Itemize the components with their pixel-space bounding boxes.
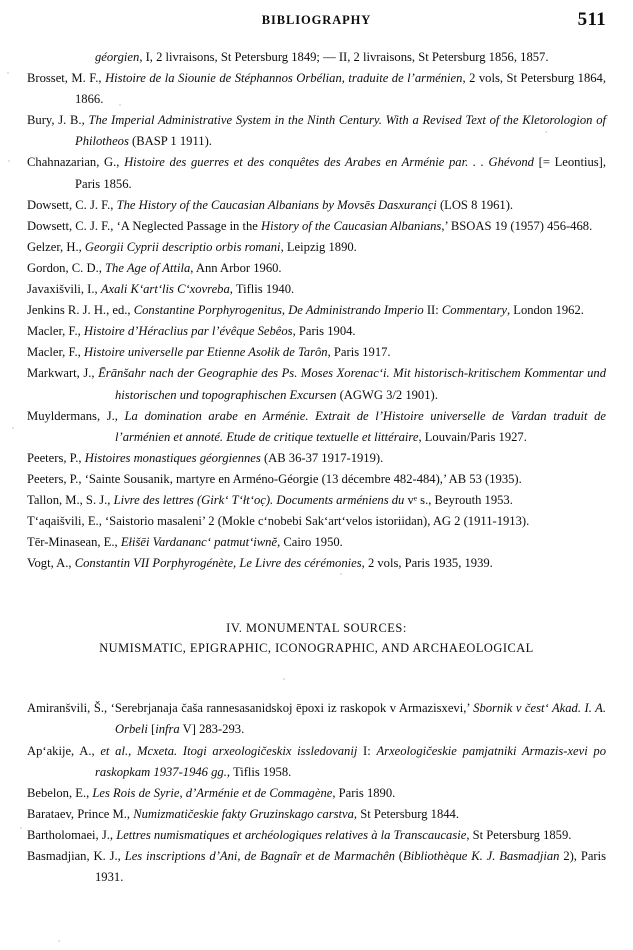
bibliography-entry bbox=[27, 490, 606, 511]
entry-text: Jenkins R. J. H., ed., bbox=[27, 303, 134, 318]
bibliography-entry bbox=[27, 804, 606, 825]
bibliography-entry bbox=[27, 448, 606, 469]
entry-text: , Paris 1917. bbox=[327, 345, 391, 360]
bibliography-entry bbox=[27, 195, 606, 216]
entry-text: Peeters, P., ‘Sainte Sousanik, martyre en Arméno-Géorgie (13 décembre 482-484),’ AB 53 (1935). bbox=[27, 471, 522, 486]
entry-text: Markwart, J., bbox=[27, 366, 99, 381]
bibliography-entry bbox=[27, 258, 606, 279]
bibliography-entry bbox=[27, 553, 606, 574]
entry-text: (AGWG 3/2 1901). bbox=[336, 387, 438, 402]
entry-title-italic: Commentary bbox=[441, 303, 507, 318]
scan-speck bbox=[8, 160, 10, 162]
entry-text: (BASP 1 1911). bbox=[128, 134, 212, 149]
scan-speck bbox=[20, 827, 22, 829]
entry-text: Vogt, A., bbox=[27, 556, 75, 571]
entry-text: , Tiflis 1958. bbox=[226, 764, 292, 779]
entry-text: , St Petersburg 1844. bbox=[353, 806, 459, 821]
entry-title-italic: Constantin VII Porphyrogénète, Le Livre des cérémonies bbox=[74, 556, 362, 571]
entry-title-italic: Numizmatičeskie fakty Gruzinskago carstva bbox=[133, 806, 354, 821]
entry-text: , 2 vols, St Petersburg 1864, 1866. bbox=[75, 71, 606, 107]
bibliography-entry bbox=[27, 237, 606, 258]
entry-text: ( bbox=[394, 849, 403, 863]
scan-speck bbox=[283, 678, 285, 680]
entry-title-italic: La domination arabe en Arménie. Extrait de l’Histoire universelle de Vardan traduit de l’arménien et annoté. Etude de critique textuelle et littéraire bbox=[115, 408, 606, 444]
entry-text: T‘aqaišvili, E., ‘Saistorio masaleni’ 2 (Mokle c‘nobebi Sak‘art‘velos istoriidan), AG 2 (1911-1913). bbox=[27, 514, 530, 529]
entry-text: Gelzer, H., bbox=[27, 239, 85, 254]
entry-title-italic: Les inscriptions d’Ani, de Bagnaîr et de Marmachên bbox=[124, 849, 395, 863]
bibliography-entry bbox=[27, 300, 606, 321]
entry-title-italic: Lettres numismatiques et archéologiques relatives à la Transcaucasie bbox=[116, 827, 467, 842]
entry-text: Javaxišvili, I., bbox=[27, 282, 101, 297]
entry-title-italic: infra bbox=[155, 722, 180, 737]
entry-title-italic: History of the Caucasian Albanians bbox=[261, 218, 442, 233]
entry-title-italic: The Age of Attila bbox=[105, 260, 191, 275]
bibliography-entry bbox=[27, 363, 606, 405]
entry-title-italic: et al. bbox=[100, 743, 129, 758]
text-block bbox=[27, 47, 606, 888]
bibliography-entry bbox=[27, 216, 606, 237]
scan-speck bbox=[119, 104, 121, 106]
entry-text: Macler, F., bbox=[27, 324, 84, 339]
entry-title-italic: Constantine Porphyrogenitus, De Administrando Imperio bbox=[133, 303, 424, 318]
entry-title-italic: Histoire de la Siounie de Stéphannos Orbélian, traduite de l’arménien bbox=[105, 71, 463, 86]
bibliography-entry bbox=[27, 110, 606, 152]
entry-text: vᵉ s., Beyrouth 1953. bbox=[404, 492, 513, 507]
bibliography-entry bbox=[27, 279, 606, 300]
entry-text: , St Petersburg 1859. bbox=[466, 827, 572, 842]
entry-text: Muyldermans, J., bbox=[27, 408, 125, 423]
bibliography-entry bbox=[27, 47, 606, 68]
entry-text: Tēr-Minasean, E., bbox=[27, 535, 121, 550]
entry-title-italic: Ērānšahr nach der Geographie des Ps. Moses Xorenac‘i. Mit historisch-kritischem Kommentar und historischen und topographischen Excursen bbox=[98, 366, 606, 402]
scan-speck bbox=[545, 131, 547, 133]
entry-text: , 2 vols, Paris 1935, 1939. bbox=[361, 556, 493, 571]
running-head bbox=[0, 9, 633, 35]
entry-title-italic: Ełišēi Vardananc‘ patmut‘iwnĕ bbox=[120, 535, 278, 550]
entry-text: 2), Paris 1931. bbox=[95, 849, 607, 885]
entry-title-italic: Axali K‘art‘lis C‘xovreba bbox=[100, 282, 230, 297]
entry-title-italic: Histoire universelle par Etienne Asołik de Tarôn bbox=[83, 345, 328, 360]
entry-text: V] 283-293. bbox=[179, 722, 245, 737]
entry-title-italic: Histoires monastiques géorgiennes bbox=[84, 450, 261, 465]
section-heading-line-1: IV. MONUMENTAL SOURCES: bbox=[226, 621, 407, 636]
bibliography-entry bbox=[27, 342, 606, 363]
entry-title-italic: Bibliothèque K. J. Basmadjian bbox=[403, 849, 560, 863]
entry-text: I: bbox=[357, 743, 377, 758]
entry-text: , I, 2 livraisons, St Petersburg 1849; — II, 2 livraisons, St Petersburg 1856, 1857. bbox=[139, 50, 549, 64]
entry-text: , Paris 1890. bbox=[332, 785, 396, 800]
bibliography-entry bbox=[27, 783, 606, 804]
entry-text: II: bbox=[423, 303, 442, 318]
entry-title-italic: Les Rois de Syrie, d’Arménie et de Commagène bbox=[92, 785, 333, 800]
entry-text: Tallon, M., S. J., bbox=[27, 492, 114, 507]
scan-speck bbox=[58, 940, 60, 942]
entry-title-italic: Sbornik v čest‘ Akad. I. A. Orbeli bbox=[115, 701, 606, 737]
entry-title-italic: Mcxeta. Itogi arxeologičeskix issledovanij bbox=[136, 743, 358, 758]
bibliography-entry bbox=[27, 511, 606, 532]
entry-title-italic: Livre des lettres (Girk‘ T‘łt‘oc̣). Documents arméniens du bbox=[113, 492, 405, 507]
entry-text: , Tiflis 1940. bbox=[229, 282, 295, 297]
section-heading bbox=[27, 618, 606, 658]
entry-title-italic: géorgien bbox=[95, 50, 140, 64]
entry-title-italic: The Imperial Administrative System in the Ninth Century. With a Revised Text of the Kletorologion of Philotheos bbox=[75, 113, 606, 149]
entry-text: , London 1962. bbox=[506, 303, 584, 318]
entry-text: Bebelon, E., bbox=[27, 785, 93, 800]
entry-title-italic: Arxeologičeskie pamjatniki Armazis-xevi po raskopkam 1937-1946 gg. bbox=[95, 743, 607, 779]
scan-speck bbox=[7, 72, 9, 74]
entry-text: [ bbox=[147, 722, 156, 737]
bibliography-entry bbox=[27, 698, 606, 740]
bibliography-entry bbox=[27, 68, 606, 110]
entry-text: Bury, J. B., bbox=[27, 113, 89, 128]
bibliography-entry bbox=[27, 321, 606, 342]
bibliography-list-part-one bbox=[27, 47, 606, 574]
entry-text: Macler, F., bbox=[27, 345, 84, 360]
entry-text: , bbox=[128, 743, 137, 758]
scan-speck bbox=[340, 573, 342, 575]
entry-text: Dowsett, C. J. F., ‘A Neglected Passage in the bbox=[27, 218, 262, 233]
entry-text: (AB 36-37 1917-1919). bbox=[260, 450, 384, 465]
entry-text: , Louvain/Paris 1927. bbox=[418, 429, 527, 444]
entry-text: , Ann Arbor 1960. bbox=[190, 260, 282, 275]
entry-text: Gordon, C. D., bbox=[27, 260, 106, 275]
page-number: 511 bbox=[577, 9, 606, 30]
entry-text: , Leipzig 1890. bbox=[280, 239, 357, 254]
bibliography-entry bbox=[27, 532, 606, 553]
entry-text: ,’ BSOAS 19 (1957) 456-468. bbox=[441, 218, 593, 233]
entry-title-italic: Georgii Cyprii descriptio orbis romani bbox=[84, 239, 281, 254]
bibliography-entry bbox=[27, 152, 606, 194]
entry-text: Basmadjian, K. J., bbox=[27, 849, 125, 863]
bibliography-list-part-two bbox=[27, 698, 606, 888]
bibliography-entry bbox=[27, 741, 606, 783]
entry-title-italic: The History of the Caucasian Albanians by Movsēs Dasxuranc̣i bbox=[116, 197, 437, 212]
bibliography-entry bbox=[27, 406, 606, 448]
bibliography-entry bbox=[27, 469, 606, 490]
running-head-title: BIBLIOGRAPHY bbox=[261, 13, 372, 27]
scan-speck bbox=[12, 427, 14, 429]
section-heading-line-2: NUMISMATIC, EPIGRAPHIC, ICONOGRAPHIC, AND ARCHAEOLOGICAL bbox=[99, 641, 534, 656]
entry-text: Brosset, M. F., bbox=[27, 71, 106, 86]
entry-text: (LOS 8 1961). bbox=[436, 197, 514, 212]
bibliography-entry bbox=[27, 825, 606, 846]
entry-title-italic: Histoire des guerres et des conquêtes des Arabes en Arménie par. . . Ghévond bbox=[124, 155, 534, 170]
entry-text: , Cairo 1950. bbox=[277, 535, 343, 550]
entry-text: Dowsett, C. J. F., bbox=[27, 197, 117, 212]
entry-text: Chahnazarian, G., bbox=[27, 155, 125, 170]
entry-text: Bartholomaei, J., bbox=[27, 827, 117, 842]
entry-text: Barataev, Prince M., bbox=[27, 806, 134, 821]
entry-text: , Paris 1904. bbox=[292, 324, 356, 339]
entry-title-italic: Histoire d’Héraclius par l’évêque Sebêos bbox=[83, 324, 293, 339]
entry-text: Ap‘akije, A., bbox=[27, 743, 101, 758]
entry-text: Peeters, P., bbox=[27, 450, 85, 465]
bibliography-entry bbox=[27, 846, 606, 888]
entry-text: [= Leontius], Paris 1856. bbox=[75, 155, 606, 191]
entry-text: Amiranšvili, Š., ‘Serebrjanaja čaša rannesasanidskoj ēpoxi iz raskopok v Armazisxevi,’ bbox=[27, 701, 474, 716]
